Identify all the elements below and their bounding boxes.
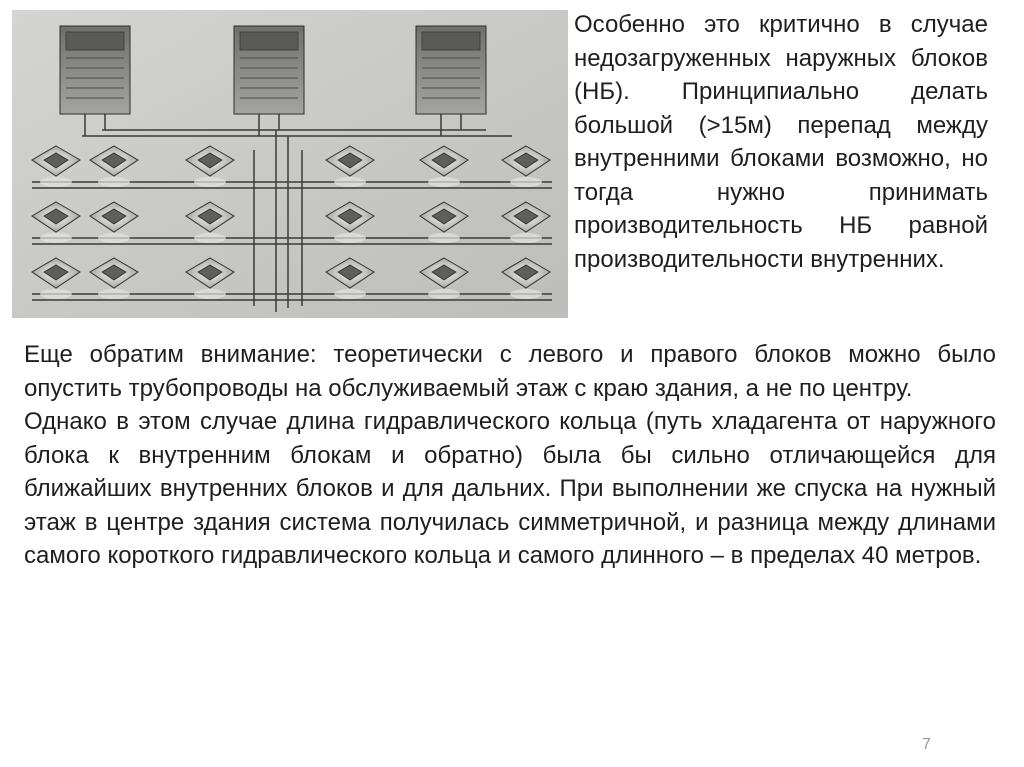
vrf-system-photo bbox=[12, 10, 568, 318]
paragraph-2: Однако в этом случае длина гидравлического кольца (путь хладагента от наружного блока к внутренним блокам и обратно) была бы сильно отличающейся для ближайших внутренних блоков и для дальних. При выполнении же спуска на нужный этаж в центре здания система получилась симметричной, и разница между длинами самого короткого гидравлического кольца и самого длинного – в пределах 40 метров. bbox=[24, 408, 996, 569]
outdoor-unit bbox=[60, 26, 130, 114]
main-text-block bbox=[24, 338, 996, 573]
right-text-block: Особенно это критично в случае недозагруженных наружных блоков (НБ). Принципиально делать большой (>15м) перепад между внутренними блоками возможно, но тогда нужно принимать производительность НБ равной производительности внутренних. bbox=[574, 11, 988, 273]
outdoor-unit bbox=[234, 26, 304, 114]
outdoor-unit bbox=[416, 26, 486, 114]
page-number: 7 bbox=[922, 736, 931, 753]
paragraph-1: Еще обратим внимание: теоретически с левого и правого блоков можно было опустить трубопроводы на обслуживаемый этаж с краю здания, а не по центру. bbox=[24, 341, 996, 402]
piping-diagram bbox=[12, 10, 568, 318]
